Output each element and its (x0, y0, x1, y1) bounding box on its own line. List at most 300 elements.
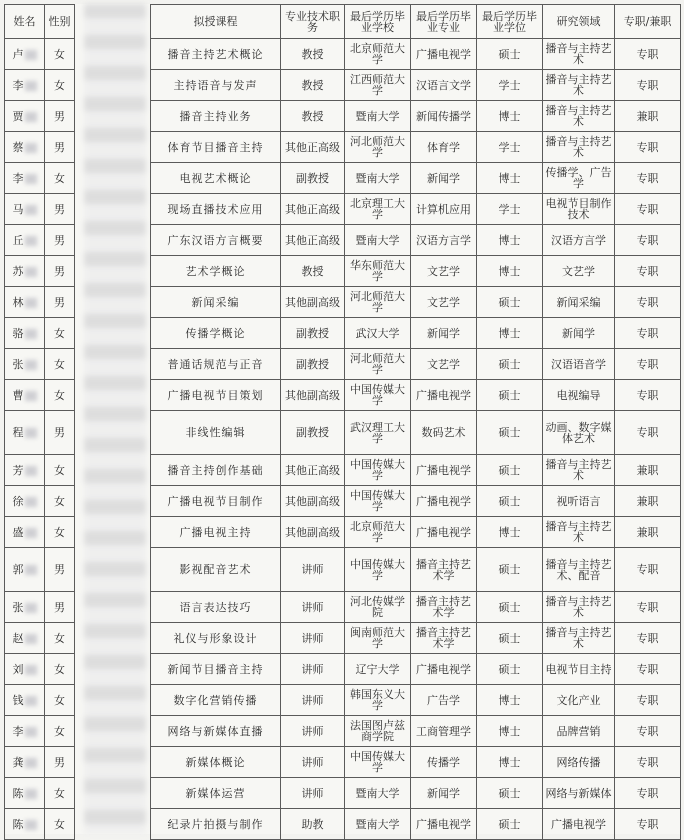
cell-name: 芳 (5, 455, 45, 486)
cell-field: 汉语方言学 (543, 225, 615, 256)
cell-type: 专职 (615, 349, 681, 380)
cell-name: 陈 (5, 809, 45, 840)
cell-gender: 女 (45, 380, 75, 411)
table-row (151, 809, 681, 840)
cell-name: 刘 (5, 654, 45, 685)
cell-course: 语言表达技巧 (151, 592, 281, 623)
cell-field: 新闻学 (543, 318, 615, 349)
table-row (151, 654, 681, 685)
table-row (151, 101, 681, 132)
cell-field: 电视编导 (543, 380, 615, 411)
table-row (151, 747, 681, 778)
cell-title: 讲师 (281, 685, 345, 716)
cell-type: 专职 (615, 287, 681, 318)
cell-major: 广播电视学 (411, 380, 477, 411)
cell-gender: 男 (45, 287, 75, 318)
cell-name: 盛 (5, 517, 45, 548)
table-row (151, 318, 681, 349)
cell-degree: 硕士 (477, 455, 543, 486)
cell-field: 播音与主持艺术 (543, 455, 615, 486)
cell-major: 广播电视学 (411, 486, 477, 517)
cell-name: 马 (5, 194, 45, 225)
header-major: 最后学历毕业专业 (411, 5, 477, 39)
cell-gender: 女 (45, 455, 75, 486)
cell-type: 专职 (615, 809, 681, 840)
table-row (5, 194, 75, 225)
cell-title: 教授 (281, 256, 345, 287)
redaction-smudge (25, 298, 37, 308)
cell-title: 副教授 (281, 318, 345, 349)
table-row (5, 70, 75, 101)
table-row (151, 163, 681, 194)
cell-field: 视听语言 (543, 486, 615, 517)
cell-name: 贾 (5, 101, 45, 132)
redaction-smudge (25, 267, 37, 277)
cell-field: 播音与主持艺术 (543, 132, 615, 163)
cell-name: 钱 (5, 685, 45, 716)
table-row (5, 287, 75, 318)
cell-title: 其他正高级 (281, 194, 345, 225)
cell-field: 广播电视学 (543, 809, 615, 840)
redaction-smudge (25, 634, 37, 644)
cell-degree: 博士 (477, 517, 543, 548)
cell-title: 教授 (281, 39, 345, 70)
cell-major: 广播电视学 (411, 39, 477, 70)
cell-gender: 女 (45, 349, 75, 380)
cell-major: 计算机应用 (411, 194, 477, 225)
table-row (5, 101, 75, 132)
redaction-smudge (25, 360, 37, 370)
table-row (5, 809, 75, 840)
table-row (151, 287, 681, 318)
header-field: 研究领域 (543, 5, 615, 39)
table-row (151, 39, 681, 70)
cell-school: 河北师范大学 (345, 287, 411, 318)
cell-title: 教授 (281, 70, 345, 101)
cell-degree: 硕士 (477, 411, 543, 455)
cell-degree: 硕士 (477, 592, 543, 623)
cell-type: 专职 (615, 39, 681, 70)
cell-type: 专职 (615, 132, 681, 163)
cell-field: 汉语语音学 (543, 349, 615, 380)
cell-field: 网络传播 (543, 747, 615, 778)
redaction-smudge (25, 391, 37, 401)
cell-degree: 硕士 (477, 809, 543, 840)
cell-title: 其他正高级 (281, 225, 345, 256)
cell-field: 文艺学 (543, 256, 615, 287)
redaction-smudge (25, 727, 37, 737)
table-row (5, 256, 75, 287)
cell-gender: 男 (45, 548, 75, 592)
redaction-smudge (25, 112, 37, 122)
cell-title: 副教授 (281, 411, 345, 455)
cell-school: 暨南大学 (345, 101, 411, 132)
cell-field: 播音与主持艺术、配音 (543, 548, 615, 592)
cell-course: 非线性编辑 (151, 411, 281, 455)
cell-type: 专职 (615, 592, 681, 623)
cell-gender: 男 (45, 256, 75, 287)
cell-course: 播音主持艺术概论 (151, 39, 281, 70)
redaction-smudge (25, 174, 37, 184)
cell-degree: 博士 (477, 256, 543, 287)
redaction-smudge (25, 820, 37, 830)
cell-gender: 男 (45, 411, 75, 455)
cell-course: 播音主持业务 (151, 101, 281, 132)
table-row (5, 716, 75, 747)
cell-school: 江西师范大学 (345, 70, 411, 101)
cell-degree: 学士 (477, 132, 543, 163)
cell-school: 闽南师范大学 (345, 623, 411, 654)
cell-major: 新闻学 (411, 318, 477, 349)
cell-course: 新媒体概论 (151, 747, 281, 778)
cell-degree: 硕士 (477, 380, 543, 411)
cell-type: 专职 (615, 716, 681, 747)
cell-gender: 女 (45, 486, 75, 517)
cell-gender: 女 (45, 163, 75, 194)
redaction-smudge (25, 205, 37, 215)
cell-field: 播音与主持艺术 (543, 39, 615, 70)
cell-school: 华东师范大学 (345, 256, 411, 287)
cell-school: 暨南大学 (345, 778, 411, 809)
cell-degree: 硕士 (477, 654, 543, 685)
cell-name: 骆 (5, 318, 45, 349)
cell-field: 电视节目主持 (543, 654, 615, 685)
cell-school: 中国传媒大学 (345, 747, 411, 778)
cell-gender: 女 (45, 39, 75, 70)
cell-title: 讲师 (281, 654, 345, 685)
cell-name: 赵 (5, 623, 45, 654)
cell-major: 文艺学 (411, 287, 477, 318)
cell-name: 陈 (5, 778, 45, 809)
cell-type: 兼职 (615, 517, 681, 548)
redaction-smudge (25, 603, 37, 613)
cell-degree: 博士 (477, 101, 543, 132)
redacted-column (84, 4, 146, 834)
cell-degree: 硕士 (477, 548, 543, 592)
table-row (151, 411, 681, 455)
cell-course: 纪录片拍摄与制作 (151, 809, 281, 840)
cell-name: 龚 (5, 747, 45, 778)
cell-major: 广播电视学 (411, 654, 477, 685)
cell-degree: 博士 (477, 716, 543, 747)
cell-title: 讲师 (281, 623, 345, 654)
cell-title: 其他副高级 (281, 486, 345, 517)
redaction-smudge (25, 143, 37, 153)
redaction-smudge (25, 665, 37, 675)
cell-gender: 男 (45, 592, 75, 623)
cell-course: 礼仪与形象设计 (151, 623, 281, 654)
cell-school: 河北师范大学 (345, 132, 411, 163)
cell-name: 蔡 (5, 132, 45, 163)
cell-title: 讲师 (281, 778, 345, 809)
cell-major: 广播电视学 (411, 455, 477, 486)
cell-course: 新闻节目播音主持 (151, 654, 281, 685)
cell-field: 播音与主持艺术 (543, 623, 615, 654)
table-row (151, 70, 681, 101)
cell-gender: 男 (45, 747, 75, 778)
cell-type: 专职 (615, 318, 681, 349)
cell-course: 现场直播技术应用 (151, 194, 281, 225)
cell-name: 丘 (5, 225, 45, 256)
redaction-smudge (25, 696, 37, 706)
cell-title: 教授 (281, 101, 345, 132)
table-row (151, 194, 681, 225)
table-row (151, 380, 681, 411)
header-degree: 最后学历毕业学位 (477, 5, 543, 39)
table-row (151, 623, 681, 654)
cell-title: 讲师 (281, 592, 345, 623)
cell-major: 数码艺术 (411, 411, 477, 455)
cell-gender: 男 (45, 132, 75, 163)
header-course: 拟授课程 (151, 5, 281, 39)
table-row (151, 548, 681, 592)
header-name: 姓名 (5, 5, 45, 39)
cell-course: 新媒体运营 (151, 778, 281, 809)
cell-course: 广播电视节目制作 (151, 486, 281, 517)
cell-course: 普通话规范与正音 (151, 349, 281, 380)
cell-title: 其他副高级 (281, 287, 345, 318)
cell-school: 中国传媒大学 (345, 455, 411, 486)
faculty-sheet (4, 4, 680, 834)
table-row (5, 486, 75, 517)
cell-gender: 男 (45, 225, 75, 256)
cell-type: 专职 (615, 548, 681, 592)
table-row (151, 778, 681, 809)
cell-field: 传播学、广告学 (543, 163, 615, 194)
cell-major: 传播学 (411, 747, 477, 778)
table-row (5, 318, 75, 349)
cell-school: 武汉理工大学 (345, 411, 411, 455)
cell-major: 工商管理学 (411, 716, 477, 747)
redaction-smudge (25, 789, 37, 799)
cell-gender: 女 (45, 623, 75, 654)
cell-degree: 学士 (477, 194, 543, 225)
cell-type: 专职 (615, 194, 681, 225)
cell-major: 体育学 (411, 132, 477, 163)
cell-gender: 女 (45, 70, 75, 101)
cell-name: 张 (5, 592, 45, 623)
cell-title: 其他副高级 (281, 380, 345, 411)
cell-title: 讲师 (281, 548, 345, 592)
cell-school: 北京师范大学 (345, 39, 411, 70)
cell-course: 影视配音艺术 (151, 548, 281, 592)
table-row (5, 225, 75, 256)
header-row (151, 5, 681, 39)
cell-field: 播音与主持艺术 (543, 101, 615, 132)
cell-major: 广播电视学 (411, 517, 477, 548)
cell-course: 主持语音与发声 (151, 70, 281, 101)
cell-type: 专职 (615, 380, 681, 411)
table-row (5, 163, 75, 194)
table-row (5, 623, 75, 654)
redaction-smudge (25, 236, 37, 246)
cell-school: 暨南大学 (345, 163, 411, 194)
cell-school: 中国传媒大学 (345, 486, 411, 517)
cell-school: 辽宁大学 (345, 654, 411, 685)
cell-major: 新闻学 (411, 163, 477, 194)
table-row (5, 349, 75, 380)
cell-type: 专职 (615, 411, 681, 455)
cell-name: 李 (5, 163, 45, 194)
cell-school: 北京师范大学 (345, 517, 411, 548)
cell-school: 河北师范大学 (345, 349, 411, 380)
cell-course: 广东汉语方言概要 (151, 225, 281, 256)
cell-degree: 硕士 (477, 486, 543, 517)
cell-name: 张 (5, 349, 45, 380)
cell-title: 其他正高级 (281, 132, 345, 163)
header-gender: 性别 (45, 5, 75, 39)
cell-title: 讲师 (281, 716, 345, 747)
table-row (151, 517, 681, 548)
cell-gender: 女 (45, 654, 75, 685)
cell-school: 法国图卢兹商学院 (345, 716, 411, 747)
redaction-smudge (25, 528, 37, 538)
cell-field: 播音与主持艺术 (543, 70, 615, 101)
cell-course: 广播电视主持 (151, 517, 281, 548)
name-gender-table (4, 4, 75, 840)
table-row (5, 411, 75, 455)
cell-type: 专职 (615, 70, 681, 101)
table-row (151, 455, 681, 486)
cell-course: 电视艺术概论 (151, 163, 281, 194)
redaction-smudge (25, 565, 37, 575)
redaction-smudge (25, 497, 37, 507)
cell-course: 艺术学概论 (151, 256, 281, 287)
cell-title: 副教授 (281, 163, 345, 194)
cell-name: 林 (5, 287, 45, 318)
cell-degree: 硕士 (477, 778, 543, 809)
cell-degree: 博士 (477, 685, 543, 716)
table-row (5, 132, 75, 163)
cell-degree: 硕士 (477, 39, 543, 70)
cell-degree: 硕士 (477, 349, 543, 380)
cell-major: 汉语言文学 (411, 70, 477, 101)
cell-name: 郭 (5, 548, 45, 592)
cell-school: 暨南大学 (345, 225, 411, 256)
cell-major: 广告学 (411, 685, 477, 716)
cell-school: 河北传媒学院 (345, 592, 411, 623)
cell-gender: 女 (45, 517, 75, 548)
redaction-smudge (25, 428, 37, 438)
table-row (5, 778, 75, 809)
table-row (5, 517, 75, 548)
cell-gender: 男 (45, 101, 75, 132)
cell-degree: 学士 (477, 70, 543, 101)
cell-course: 网络与新媒体直播 (151, 716, 281, 747)
redaction-smudge (25, 466, 37, 476)
table-row (151, 716, 681, 747)
cell-name: 李 (5, 716, 45, 747)
cell-major: 新闻传播学 (411, 101, 477, 132)
cell-name: 程 (5, 411, 45, 455)
cell-type: 专职 (615, 747, 681, 778)
cell-type: 兼职 (615, 455, 681, 486)
redaction-smudge (25, 329, 37, 339)
cell-field: 网络与新媒体 (543, 778, 615, 809)
cell-school: 武汉大学 (345, 318, 411, 349)
cell-type: 专职 (615, 256, 681, 287)
cell-type: 专职 (615, 778, 681, 809)
cell-name: 曹 (5, 380, 45, 411)
cell-major: 新闻学 (411, 778, 477, 809)
cell-type: 专职 (615, 623, 681, 654)
cell-major: 文艺学 (411, 349, 477, 380)
cell-school: 韩国东义大学 (345, 685, 411, 716)
cell-gender: 女 (45, 685, 75, 716)
cell-gender: 女 (45, 809, 75, 840)
table-row (5, 455, 75, 486)
cell-gender: 女 (45, 716, 75, 747)
cell-course: 播音主持创作基础 (151, 455, 281, 486)
table-row (5, 685, 75, 716)
cell-degree: 博士 (477, 225, 543, 256)
cell-gender: 女 (45, 778, 75, 809)
cell-name: 徐 (5, 486, 45, 517)
cell-course: 体育节目播音主持 (151, 132, 281, 163)
cell-course: 广播电视节目策划 (151, 380, 281, 411)
cell-gender: 男 (45, 194, 75, 225)
cell-gender: 女 (45, 318, 75, 349)
cell-type: 专职 (615, 654, 681, 685)
header-type: 专职/兼职 (615, 5, 681, 39)
cell-type: 专职 (615, 163, 681, 194)
cell-field: 电视节目制作技术 (543, 194, 615, 225)
table-row (5, 592, 75, 623)
cell-course: 新闻采编 (151, 287, 281, 318)
table-row (151, 486, 681, 517)
table-row (151, 685, 681, 716)
cell-degree: 硕士 (477, 287, 543, 318)
cell-school: 北京理工大学 (345, 194, 411, 225)
cell-course: 传播学概论 (151, 318, 281, 349)
cell-name: 李 (5, 70, 45, 101)
cell-name: 苏 (5, 256, 45, 287)
table-row (151, 592, 681, 623)
table-row (151, 256, 681, 287)
redaction-smudge (25, 50, 37, 60)
table-row (5, 39, 75, 70)
cell-school: 暨南大学 (345, 809, 411, 840)
cell-degree: 博士 (477, 318, 543, 349)
table-row (5, 380, 75, 411)
cell-major: 文艺学 (411, 256, 477, 287)
cell-major: 播音主持艺术学 (411, 592, 477, 623)
cell-field: 新闻采编 (543, 287, 615, 318)
header-school: 最后学历毕业学校 (345, 5, 411, 39)
cell-title: 其他副高级 (281, 517, 345, 548)
cell-degree: 博士 (477, 747, 543, 778)
cell-title: 其他正高级 (281, 455, 345, 486)
cell-major: 广播电视学 (411, 809, 477, 840)
cell-name: 卢 (5, 39, 45, 70)
cell-type: 专职 (615, 225, 681, 256)
cell-title: 讲师 (281, 747, 345, 778)
cell-title: 助教 (281, 809, 345, 840)
cell-type: 兼职 (615, 101, 681, 132)
cell-school: 中国传媒大学 (345, 380, 411, 411)
table-row (151, 349, 681, 380)
cell-field: 文化产业 (543, 685, 615, 716)
redaction-smudge (25, 81, 37, 91)
table-row (5, 548, 75, 592)
cell-major: 汉语方言学 (411, 225, 477, 256)
cell-major: 播音主持艺术学 (411, 623, 477, 654)
table-row (5, 747, 75, 778)
cell-course: 数字化营销传播 (151, 685, 281, 716)
cell-type: 专职 (615, 685, 681, 716)
table-row (151, 225, 681, 256)
cell-field: 播音与主持艺术 (543, 517, 615, 548)
